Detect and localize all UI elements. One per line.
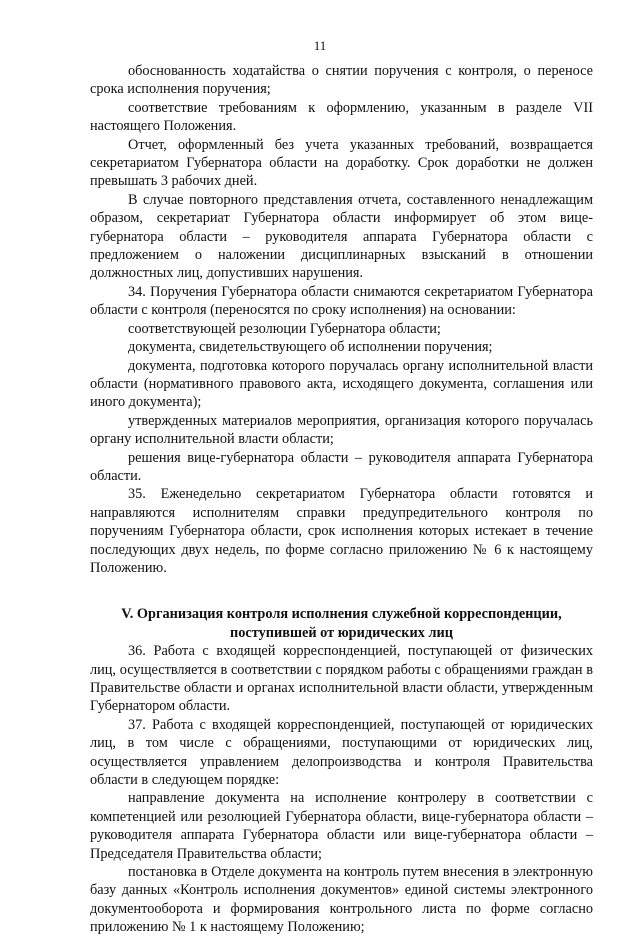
list-item: постановка в Отделе документа на контроль путем внесения в электронную базу данных «Контроль исполнения документов» единой системы электронного документооборота и формирования контрольного листа по форме согласно приложению № 1 к настоящему Положению; (90, 864, 593, 936)
paragraph: Отчет, оформленный без учета указанных требований, возвращается секретариатом Губернатора области на доработку. Срок доработки не должен превышать 3 рабочих дней. (90, 136, 593, 190)
list-item: направление документа на исполнение контролеру в соответствии с компетенцией или резолюцией Губернатора области, вице-губернатора области – руководителя аппарата Губернатора области или вице-губернатора области – Председателя Правительства области; (90, 790, 593, 862)
paragraph-item-37: 37. Работа с входящей корреспонденцией, поступающей от юридических лиц, в том числе с обращениями, поступающими от юридических лиц, осуществляется управлением делопроизводства и контроля Правительства области в следующем порядке: (90, 716, 593, 789)
paragraph: В случае повторного представления отчета, составленного ненадлежащим образом, секретариат Губернатора области информирует об этом вице-губернатора области – руководителя аппарата Губернатора области с предложением о наложении дисциплинарных взысканий в отношении должностных лиц, допустивших нарушения. (90, 191, 593, 282)
list-item: документа, свидетельствующего об исполнении поручения; (128, 339, 493, 356)
section-heading-line: V. Организация контроля исполнения служебной корреспонденции, (121, 606, 562, 623)
list-item: соответствующей резолюции Губернатора области; (128, 320, 441, 337)
paragraph-item-36: 36. Работа с входящей корреспонденцией, поступающей от физических лиц, осуществляется в соответствии с порядком работы с обращениями граждан в Правительстве области и органах исполнительной власти области, утвержденным Губернатором области. (90, 643, 593, 715)
list-item: утвержденных материалов мероприятия, организация которого поручалась органу исполнительной власти области; (90, 412, 593, 448)
paragraph: соответствие требованиям к оформлению, указанным в разделе VII настоящего Положения. (90, 99, 593, 135)
section-heading-line: поступившей от юридических лиц (230, 624, 453, 641)
list-item: решения вице-губернатора области – руководителя аппарата Губернатора области. (90, 449, 593, 484)
paragraph: обоснованность ходатайства о снятии поручения с контроля, о переносе срока исполнения поручения; (90, 63, 593, 98)
paragraph-item-35: 35. Еженедельно секретариатом Губернатора области готовятся и направляются исполнителям справки предупредительного контроля по поручениям Губернатора области, срок исполнения которых истекает в течение последующих двух недель, по форме согласно приложению № 6 к настоящему Положению. (90, 486, 593, 576)
document-body (90, 62, 593, 937)
list-item: документа, подготовка которого поручалась органу исполнительной власти области (нормативного правового акта, исходящего документа, соглашения или иного документа); (90, 357, 593, 411)
section-heading (90, 605, 593, 642)
paragraph-item-34: 34. Поручения Губернатора области снимаются секретариатом Губернатора области с контроля (переносятся по сроку исполнения) на основании: (90, 283, 593, 319)
page-number: 11 (313, 38, 327, 53)
